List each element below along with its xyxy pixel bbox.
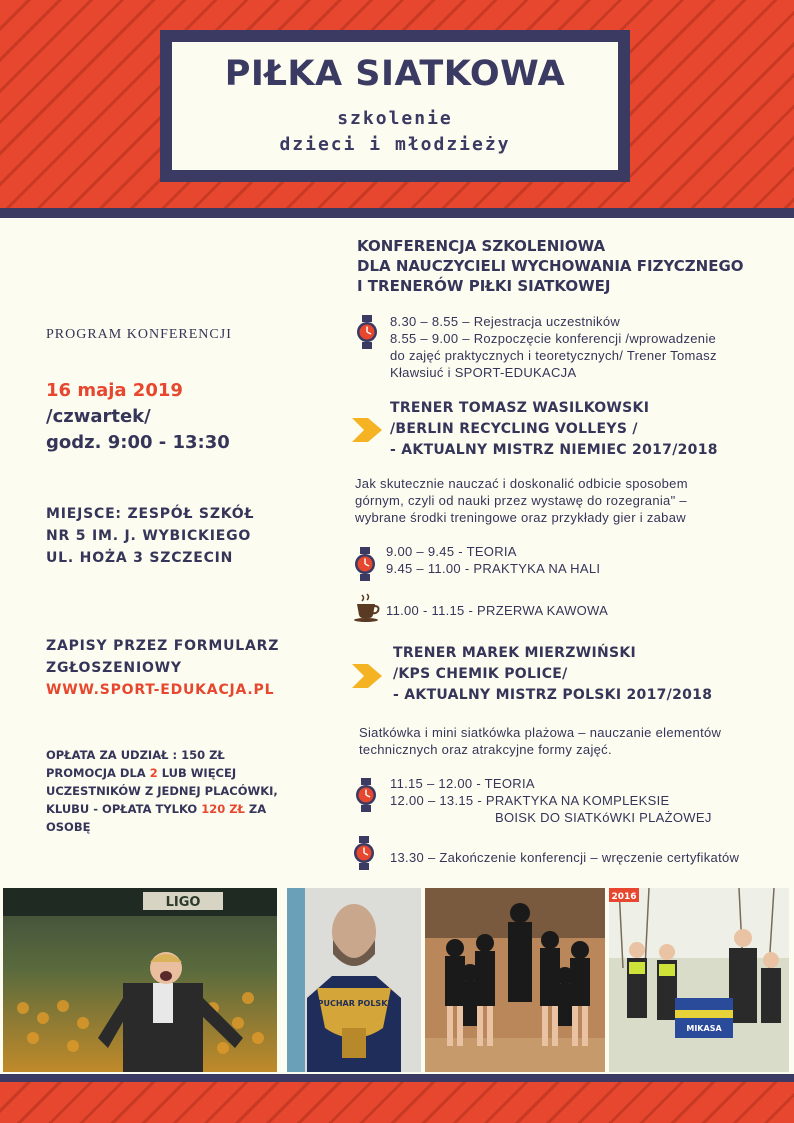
arrow-right-icon	[352, 664, 384, 688]
trainer-1-club: /BERLIN RECYCLING VOLLEYS /	[390, 421, 638, 437]
event-weekday: /czwartek/	[46, 406, 151, 427]
signup-line-1: ZAPISY PRZEZ FORMULARZ	[46, 638, 280, 654]
schedule-1-line-2: 8.55 – 9.00 – Rozpoczęcie konferencji /wprowadzenie	[390, 331, 717, 346]
schedule-block-3	[390, 775, 712, 826]
coffee-break: 11.00 - 11.15 - PRZERWA KAWOWA	[386, 603, 609, 618]
photo-year-text: 2016	[611, 892, 637, 902]
schedule-2-line-1: 9.00 – 9.45 - TEORIA	[386, 544, 517, 559]
watch-icon	[355, 778, 377, 812]
conference-title-line-2: DLA NAUCZYCIELI WYCHOWANIA FIZYCZNEGO	[357, 257, 744, 275]
trainer-1-name: TRENER TOMASZ WASILKOWSKI	[390, 400, 650, 416]
fee-line-3: UCZESTNIKÓW Z JEDNEJ PLACÓWKI,	[46, 784, 278, 798]
photo-coach-celebrating	[3, 888, 277, 1072]
signup-info	[46, 635, 279, 701]
fee-line-4-a: KLUBU - OPŁATA TYLKO	[46, 802, 202, 816]
fee-info	[46, 746, 278, 836]
trainer-1-title: - AKTUALNY MISTRZ NIEMIEC 2017/2018	[390, 442, 718, 458]
schedule-1-line-3: do zajęć praktycznych i teoretycznych/ Trener Tomasz	[390, 348, 717, 363]
description-2-line-1: Siatkówka i mini siatkówka plażowa – nauczanie elementów	[359, 725, 722, 740]
schedule-3-line-2: 12.00 – 13.15 - PRAKTYKA NA KOMPLEKSIE	[390, 793, 670, 808]
footer-pattern	[0, 1082, 794, 1123]
footer-divider	[0, 1074, 794, 1082]
description-1-line-3: wybrane środki treningowe oraz przykłady gier i zabaw	[355, 510, 686, 525]
event-date: 16 maja 2019	[46, 380, 183, 401]
photo-ball-brand: MIKASA	[686, 1024, 722, 1033]
schedule-block-1	[390, 313, 717, 381]
photo-beach-volleyball-group	[609, 888, 789, 1072]
conference-title-line-1: KONFERENCJA SZKOLENIOWA	[357, 237, 606, 255]
fee-line-4	[46, 800, 278, 818]
schedule-1-line-1: 8.30 – 8.55 – Rejestracja uczestników	[390, 314, 621, 329]
header-divider	[0, 208, 794, 218]
watch-icon	[354, 547, 376, 581]
title-panel	[172, 42, 618, 170]
description-1-line-2: górnym, czyli od nauki przez wystawę do rozegrania" –	[355, 493, 687, 508]
schedule-block-2	[386, 543, 600, 577]
event-hours: godz. 9:00 - 13:30	[46, 432, 230, 453]
photo-team-huddle	[425, 888, 605, 1072]
subtitle-line-2: dzieci i młodzieży	[279, 134, 511, 155]
conference-title-line-3: I TRENERÓW PIŁKI SIATKOWEJ	[357, 277, 611, 295]
schedule-3-line-3: BOISK DO SIATKóWKI PLAŻOWEJ	[495, 810, 712, 825]
fee-line-2	[46, 764, 278, 782]
schedule-3-line-1: 11.15 – 12.00 - TEORIA	[390, 776, 535, 791]
trainer-2-title: - AKTUALNY MISTRZ POLSKI 2017/2018	[393, 687, 713, 703]
schedule-2-line-2: 9.45 – 11.00 - PRAKTYKA NA HALI	[386, 561, 601, 576]
fee-line-2-b: LUB WIĘCEJ	[157, 766, 237, 780]
trainer-2	[393, 643, 712, 706]
fee-promo-price: 120 ZŁ	[201, 802, 245, 816]
trainer-2-club: /KPS CHEMIK POLICE/	[393, 666, 568, 682]
venue-line-2: NR 5 IM. J. WYBICKIEGO	[46, 528, 252, 544]
venue-line-1: MIEJSCE: ZESPÓŁ SZKÓŁ	[46, 506, 255, 522]
photo-trainer-with-cup	[287, 888, 421, 1072]
fee-line-2-a: PROMOCJA DLA	[46, 766, 150, 780]
venue-line-3: UL. HOŻA 3 SZCZECIN	[46, 550, 234, 566]
fee-line-5: OSOBĘ	[46, 820, 91, 834]
closing-ceremony: 13.30 – Zakończenie konferencji – wręczenie certyfikatów	[390, 850, 740, 865]
trainer-1	[390, 398, 718, 461]
website-link[interactable]: WWW.SPORT-EDUKACJA.PL	[46, 682, 275, 698]
fee-line-1: OPŁATA ZA UDZIAŁ : 150 ZŁ	[46, 748, 225, 762]
program-label: PROGRAM KONFERENCJI	[46, 327, 232, 342]
conference-title	[357, 236, 744, 296]
fee-promo-count: 2	[149, 766, 158, 780]
watch-icon	[356, 315, 378, 349]
venue	[46, 503, 254, 569]
schedule-1-line-4: Kławsiuć i SPORT-EDUKACJA	[390, 365, 577, 380]
watch-icon	[353, 836, 375, 870]
description-2	[359, 724, 721, 758]
photo-banner-text: LIGO	[165, 895, 201, 910]
trainer-2-name: TRENER MAREK MIERZWIŃSKI	[393, 645, 637, 661]
fee-line-4-b: ZA	[244, 802, 267, 816]
subtitle-line-1: szkolenie	[337, 108, 453, 129]
signup-line-2: ZGŁOSZENIOWY	[46, 660, 182, 676]
photo-cup-text: PUCHAR POLSKI	[317, 999, 391, 1008]
arrow-right-icon	[352, 418, 384, 442]
coffee-cup-icon	[352, 593, 382, 623]
description-2-line-2: technicznych oraz atrakcyjne formy zajęć.	[359, 742, 612, 757]
page-title: PIŁKA SIATKOWA	[224, 54, 566, 94]
description-1	[355, 475, 688, 526]
description-1-line-1: Jak skutecznie nauczać i doskonalić odbicie sposobem	[355, 476, 688, 491]
